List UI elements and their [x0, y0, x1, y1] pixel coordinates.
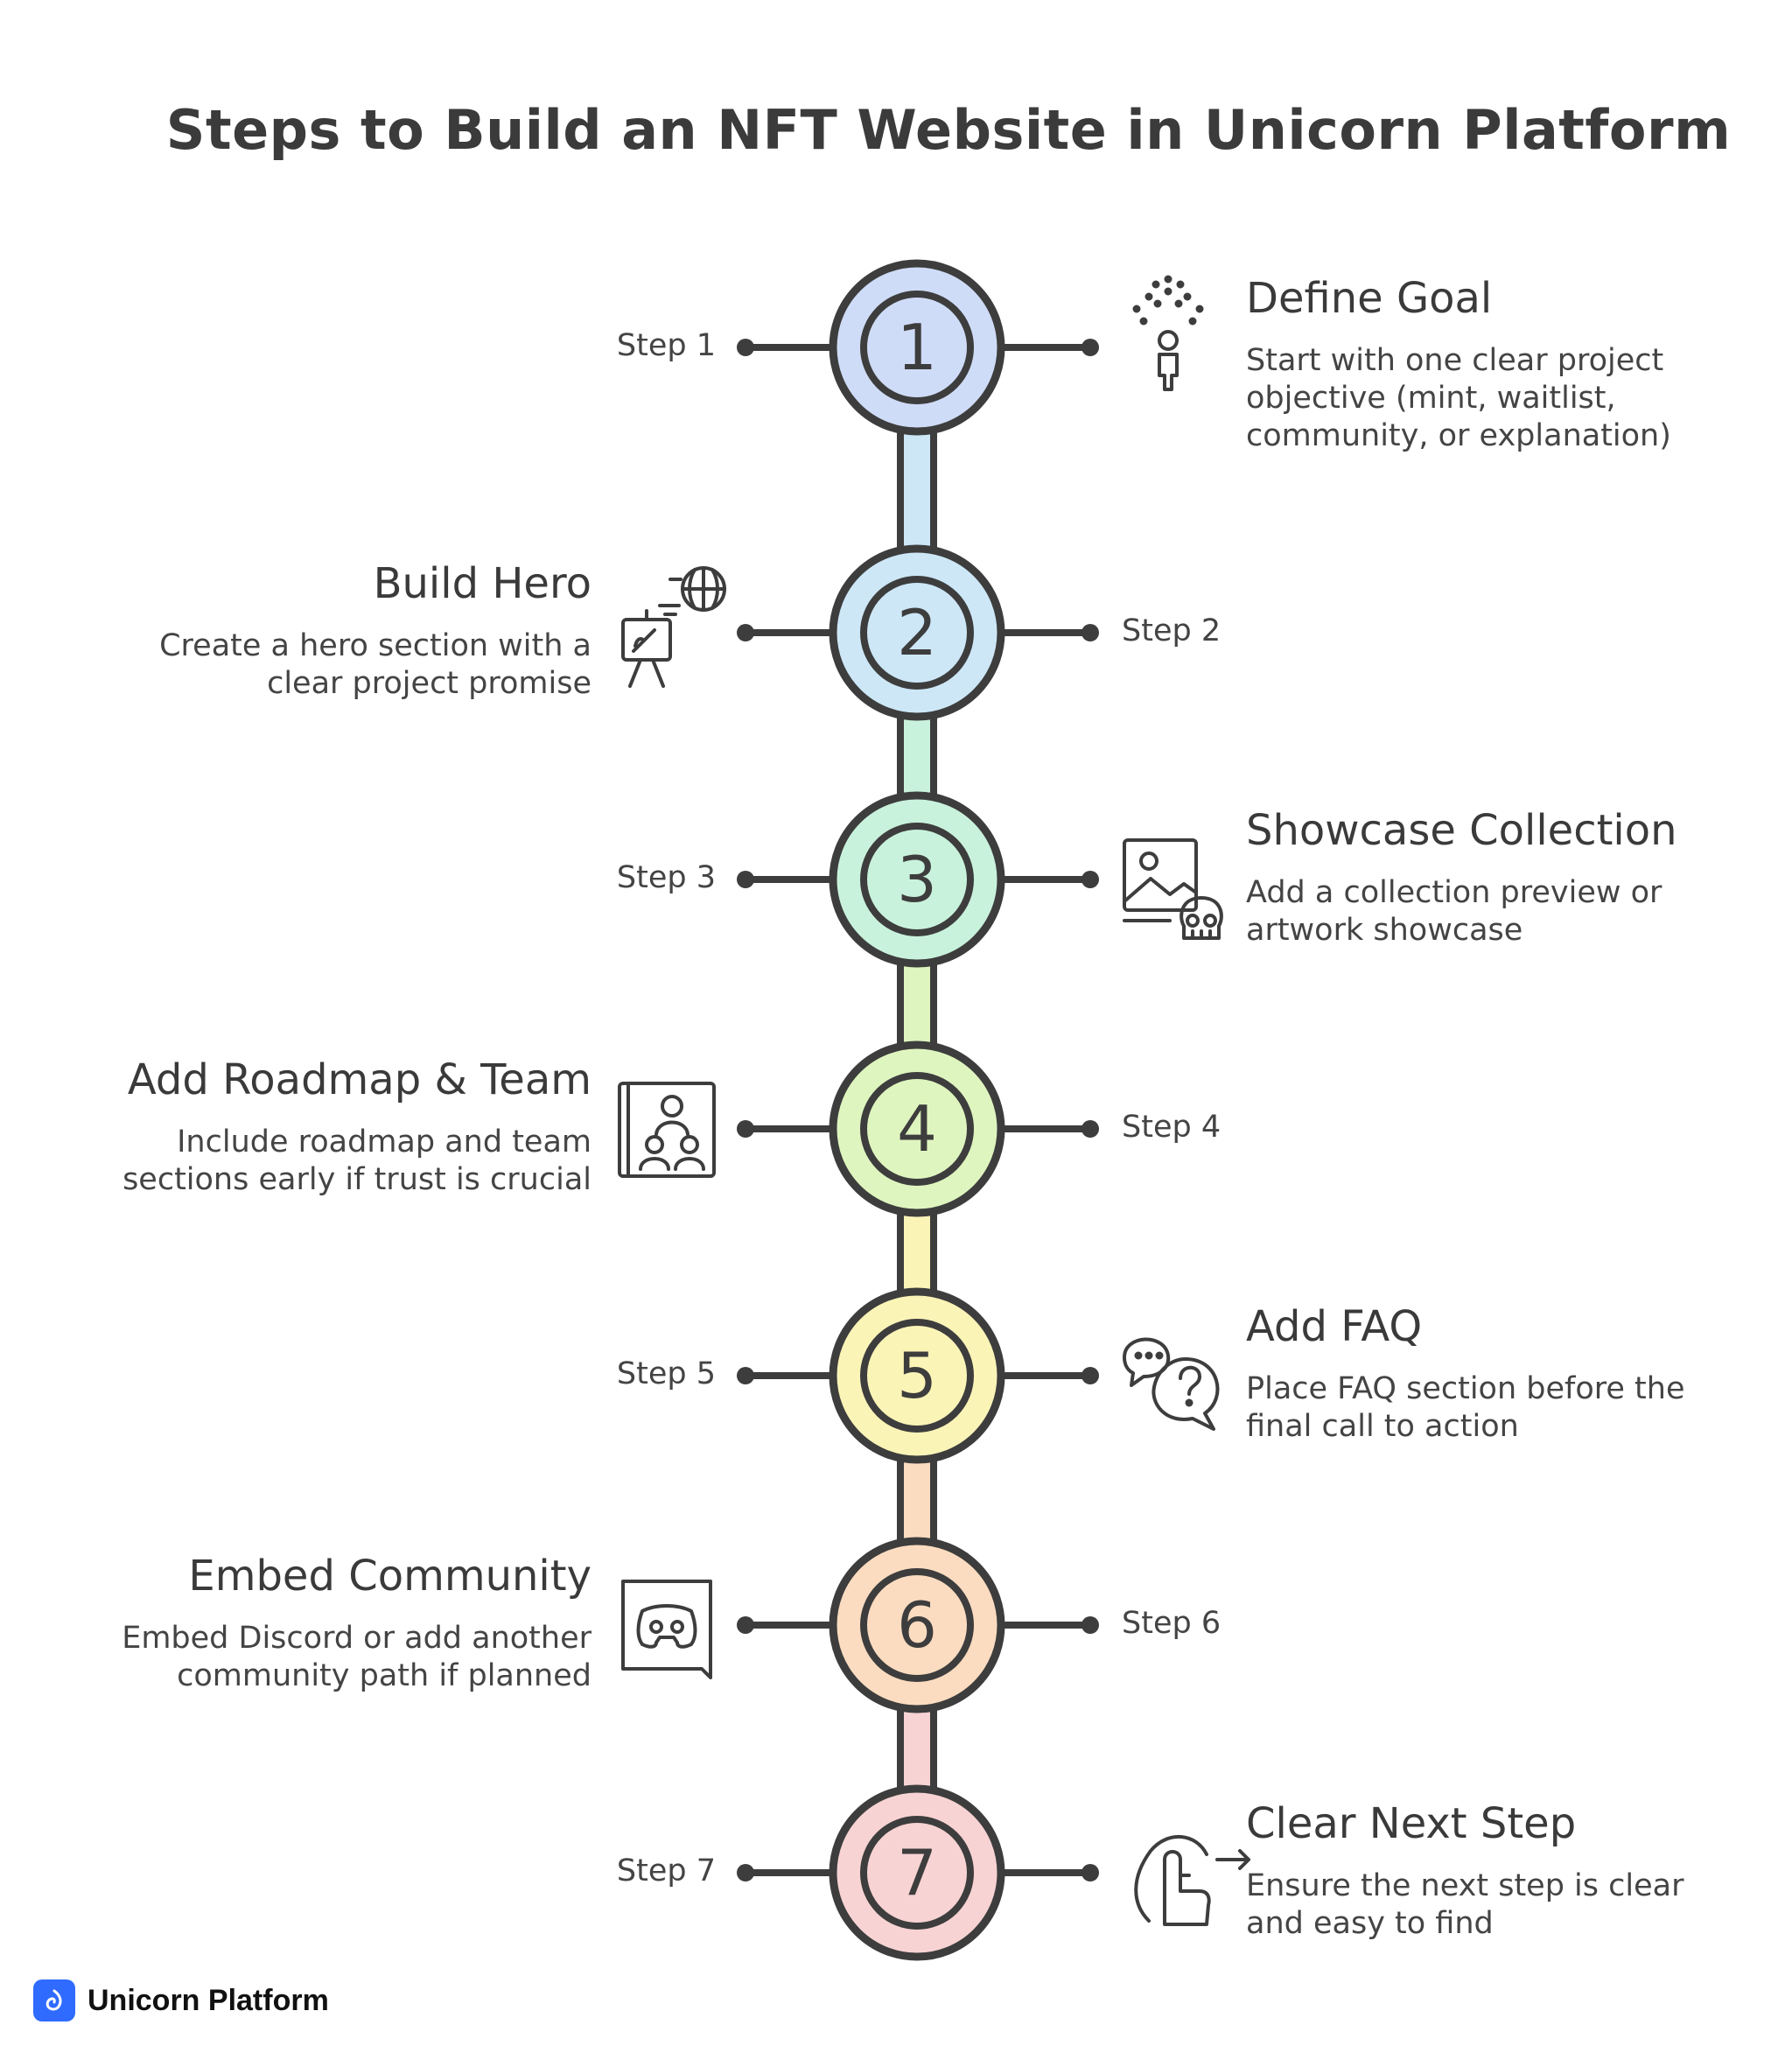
step-node: [737, 263, 1099, 431]
connector-dot: [1082, 1120, 1099, 1138]
discord-icon: [623, 1581, 710, 1678]
step-label: Step 3: [616, 860, 716, 895]
step-node: [737, 1045, 1099, 1213]
timeline-connector: [900, 713, 934, 799]
step-label: Step 4: [1122, 1110, 1222, 1145]
brand-name: Unicorn Platform: [88, 1983, 329, 2017]
description-line: Include roadmap and team: [177, 1125, 592, 1160]
step-node: [737, 1541, 1099, 1709]
step-node: [737, 1789, 1099, 1957]
step-number: 1: [897, 311, 937, 384]
person-idea-icon: [1135, 277, 1202, 390]
description-line: final call to action: [1246, 1409, 1519, 1444]
step-number: 2: [897, 596, 937, 669]
description-line: objective (mint, waitlist,: [1246, 381, 1616, 416]
description-line: Create a hero section with a: [159, 628, 592, 663]
timeline-connector: [900, 1209, 934, 1295]
step-description: [84, 1620, 592, 1695]
description-line: artwork showcase: [1246, 913, 1523, 948]
description-line: Place FAQ section before the: [1246, 1371, 1685, 1406]
step-description: [1246, 874, 1736, 949]
connector-dot: [1082, 1864, 1099, 1881]
connector-dot: [1082, 1616, 1099, 1634]
description-line: sections early if trust is crucial: [122, 1162, 592, 1197]
step-heading: Build Hero: [373, 559, 592, 608]
timeline-connector: [900, 960, 934, 1048]
description-line: clear project promise: [267, 666, 592, 701]
step-description: [1246, 1867, 1736, 1943]
description-line: Start with one clear project: [1246, 343, 1664, 378]
step-heading: Define Goal: [1246, 274, 1493, 323]
step-description: [1246, 342, 1736, 455]
connector-dot: [737, 1864, 754, 1881]
step-label: Step 6: [1122, 1606, 1222, 1641]
description-line: community, or explanation): [1246, 418, 1671, 453]
step-number: 6: [897, 1588, 937, 1662]
description-line: and easy to find: [1246, 1906, 1494, 1941]
connector-dot: [737, 1367, 754, 1384]
image-skull-icon: [1124, 840, 1222, 938]
brand-footer: [33, 1979, 329, 2021]
connector-dot: [737, 1120, 754, 1138]
connector-dot: [737, 624, 754, 641]
step-number: 5: [897, 1339, 937, 1412]
pointer-click-icon: [1136, 1837, 1249, 1924]
timeline-connector: [900, 428, 934, 552]
step-label: Step 7: [616, 1853, 716, 1888]
connector-dot: [1082, 871, 1099, 888]
step-node: [737, 549, 1099, 717]
page-title: Steps to Build an NFT Website in Unicorn Platform: [165, 98, 1732, 162]
step-number: 4: [897, 1092, 937, 1166]
team-board-icon: [620, 1083, 714, 1176]
step-heading: Clear Next Step: [1246, 1799, 1577, 1848]
step-heading: Add FAQ: [1246, 1302, 1423, 1351]
timeline-connector: [900, 1706, 934, 1792]
step-heading: Add Roadmap & Team: [127, 1055, 592, 1104]
step-description: [84, 627, 592, 703]
connector-dot: [1082, 1367, 1099, 1384]
timeline-connector: [900, 1456, 934, 1545]
step-description: [84, 1124, 592, 1199]
connector-dot: [737, 871, 754, 888]
step-number: 3: [897, 843, 937, 916]
description-line: Embed Discord or add another: [122, 1621, 592, 1656]
step-number: 7: [897, 1836, 937, 1909]
easel-globe-icon: [623, 568, 724, 686]
step-label: Step 5: [616, 1356, 716, 1391]
description-line: Add a collection preview or: [1246, 875, 1662, 910]
chat-question-icon: [1124, 1339, 1217, 1429]
step-heading: Showcase Collection: [1246, 806, 1677, 855]
step-description: [1246, 1370, 1736, 1446]
step-node: [737, 1292, 1099, 1460]
connector-dot: [1082, 339, 1099, 356]
description-line: Ensure the next step is clear: [1246, 1868, 1684, 1903]
step-label: Step 1: [616, 328, 716, 363]
connector-dot: [737, 1616, 754, 1634]
step-node: [737, 795, 1099, 963]
connector-dot: [737, 339, 754, 356]
step-label: Step 2: [1122, 613, 1222, 648]
connector-dot: [1082, 624, 1099, 641]
unicorn-platform-logo-icon: [33, 1979, 75, 2021]
description-line: community path if planned: [177, 1658, 592, 1693]
step-heading: Embed Community: [188, 1552, 592, 1601]
